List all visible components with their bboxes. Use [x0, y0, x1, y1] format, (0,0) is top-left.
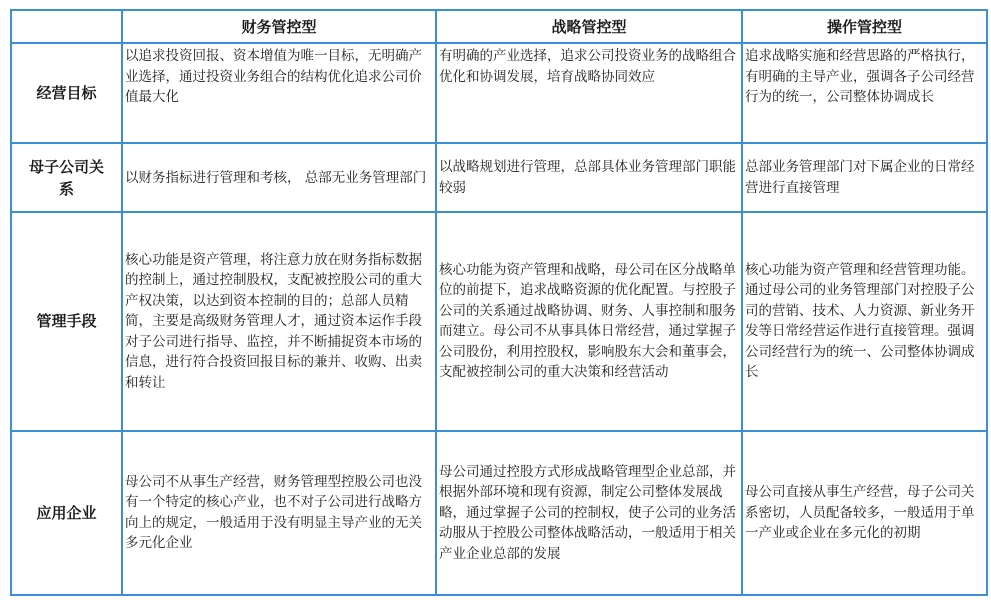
row-header-applicable-enterprise: [11, 431, 122, 595]
table-cell: 以财务指标进行管理和考核， 总部无业务管理部门: [122, 143, 436, 212]
row-header-business-goal: [11, 43, 122, 143]
table-cell: 核心功能是资产管理，将注意力放在财务指标数据的控制上，通过控制股权，支配被控股公司的重大产权决策，以达到资本控制的目的；总部人员精简，主要是高级财务管理人才，通过资本运作手段对子公司进行指导、监控，并不断捕捉资本市场的信息，进行符合投资回报目标的兼并、收购、出卖和转让: [122, 212, 436, 430]
row-header-parent-sub-relation: [11, 143, 122, 212]
table-cell: 核心功能为资产管理和战略，母公司在区分战略单位的前提下，追求战略资源的优化配置。与控股子公司的关系通过战略协调、财务、人事控制和服务而建立。母公司不从事具体日常经营，通过掌握子公司股份，利用控股权，影响股东大会和董事会，支配被控制公司的重大决策和经营活动: [436, 212, 742, 430]
table-cell: 有明确的产业选择，追求公司投资业务的战略组合优化和协调发展，培育战略协同效应: [436, 43, 742, 143]
column-header-financial-control: 财务管控型: [122, 10, 436, 43]
table-row: [11, 143, 987, 212]
table-cell: 以追求投资回报、资本增值为唯一目标，无明确产业选择，通过投资业务组合的结构优化追求公司价值最大化: [122, 43, 436, 143]
row-header-label: 母子公司关系: [28, 157, 104, 198]
table-cell: 追求战略实施和经营思路的严格执行，有明确的主导产业，强调各子公司经营行为的统一，公司整体协调成长: [742, 43, 987, 143]
column-header-strategic-control: 战略管控型: [436, 10, 742, 43]
corner-header: [11, 10, 122, 43]
table-cell: 总部业务管理部门对下属企业的日常经营进行直接管理: [742, 143, 987, 212]
table-row: [11, 212, 987, 430]
table-row: [11, 43, 987, 143]
table-row: [11, 431, 987, 595]
table-cell: 核心功能为资产管理和经营管理功能。通过母公司的业务管理部门对控股子公司的营销、技术、人力资源、新业务开发等日常经营运作进行直接管理。强调公司经营行为的统一、公司整体协调成长: [742, 212, 987, 430]
table-cell: 母公司直接从事生产经营，母子公司关系密切，人员配备较多，一般适用于单一产业或企业在多元化的初期: [742, 431, 987, 595]
row-header-label: 应用企业: [36, 503, 97, 522]
row-header-label: 经营目标: [36, 84, 97, 103]
table-cell: 母公司不从事生产经营，财务管理型控股公司也没有一个特定的核心产业，也不对子公司进行战略方向上的规定，一般适用于没有明显主导产业的无关多元化企业: [122, 431, 436, 595]
table-cell: 以战略规划进行管理，总部具体业务管理部门职能较弱: [436, 143, 742, 212]
comparison-table: [10, 9, 988, 596]
row-header-management-means: [11, 212, 122, 430]
column-header-operational-control: 操作管控型: [742, 10, 987, 43]
row-header-label: 管理手段: [36, 312, 97, 331]
header-row: [11, 10, 987, 43]
table-cell: 母公司通过控股方式形成战略管理型企业总部，并根据外部环境和现有资源，制定公司整体发展战略，通过掌握子公司的控制权，使子公司的业务活动服从于控股公司整体战略活动，一般适用于相关产业企业总部的发展: [436, 431, 742, 595]
